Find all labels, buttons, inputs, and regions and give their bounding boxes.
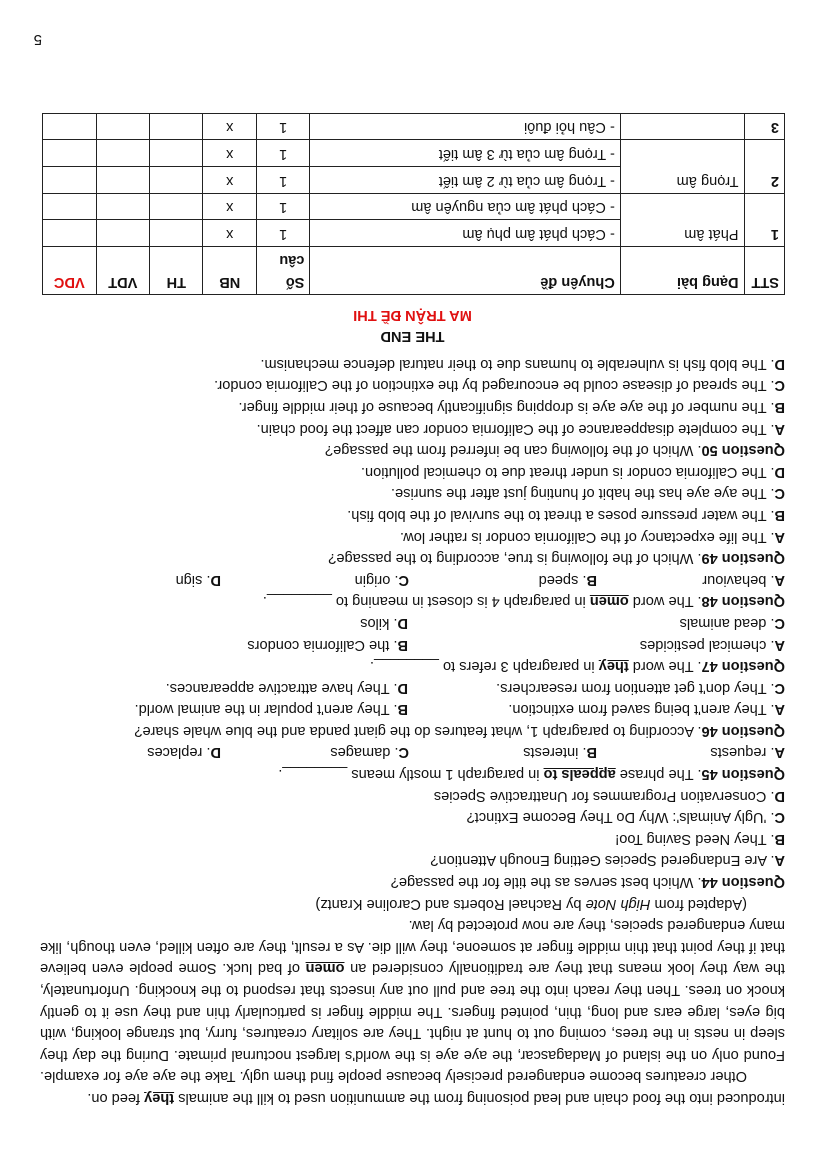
cell-vdc — [43, 113, 97, 140]
option-text: . 'Ugly Animals': Why Do They Become Extinct? — [466, 809, 775, 826]
cell-dang-bai — [620, 113, 744, 140]
cell-so-cau: 1 — [256, 193, 309, 220]
answer-option[interactable] — [221, 568, 409, 590]
option-letter: B — [586, 571, 597, 588]
answer-option[interactable] — [40, 417, 785, 439]
question-stem — [40, 719, 785, 741]
matrix-body — [43, 113, 785, 246]
answer-option[interactable] — [409, 741, 597, 763]
answer-option[interactable] — [40, 374, 785, 396]
matrix-row — [43, 113, 785, 140]
option-text: . origin — [354, 571, 399, 588]
cell-vdc — [43, 220, 97, 247]
matrix-header-row — [43, 246, 785, 294]
option-text: . chemical pesticides — [639, 636, 775, 653]
option-row — [40, 698, 785, 720]
option-text: . sign — [175, 571, 211, 588]
option-letter: D — [774, 787, 785, 804]
option-text: . They have attractive appearances. — [165, 679, 398, 696]
cell-dang-bai: Trọng âm — [620, 140, 744, 193]
option-letter: D — [774, 463, 785, 480]
header-nb: NB — [203, 246, 256, 294]
question-stem — [40, 439, 785, 461]
matrix-title: MA TRẬN ĐỀ THI — [353, 306, 472, 323]
answer-option[interactable] — [408, 676, 785, 698]
cell-th — [150, 167, 203, 194]
question-text-tail: in paragraph 4 is closest in meaning to ________. — [262, 593, 590, 610]
option-text: . The blob fish is vulnerable to humans due to their natural defence mechanism. — [260, 355, 775, 372]
answer-option[interactable] — [40, 395, 785, 417]
question-stem — [40, 763, 785, 785]
question-number: Question 49 — [701, 550, 785, 567]
page-content — [40, 113, 785, 1126]
option-letter: A — [774, 571, 785, 588]
option-letter: B — [397, 636, 408, 653]
option-text: . speed — [538, 571, 587, 588]
cell-vdt — [96, 167, 149, 194]
option-letter: A — [774, 528, 785, 545]
option-text: . requests — [710, 744, 775, 761]
cell-nb: x — [203, 220, 256, 247]
the-end-label: THE END — [380, 328, 445, 345]
option-text: . behaviour — [702, 571, 775, 588]
option-letter: D — [397, 614, 408, 631]
option-letter: C — [774, 485, 785, 502]
header-th: TH — [150, 246, 203, 294]
option-letter: B — [774, 830, 785, 847]
option-text: . Are Endangered Species Getting Enough Attention? — [430, 852, 775, 869]
matrix-row — [43, 220, 785, 247]
option-text: . damages — [330, 744, 399, 761]
cell-nb: x — [203, 113, 256, 140]
question-text: . Which best serves as the title for the passage? — [390, 874, 702, 891]
option-text: . interests — [523, 744, 587, 761]
question-stem — [40, 547, 785, 569]
question-text: . Which of the following can be inferred from the passage? — [325, 442, 702, 459]
question-stem — [40, 870, 785, 892]
cell-chuyen-de: - Cách phát âm phụ âm — [310, 220, 620, 247]
answer-option[interactable] — [40, 806, 785, 828]
answer-option[interactable] — [40, 784, 785, 806]
option-text: . replaces — [147, 744, 211, 761]
question-text: . The word — [628, 593, 702, 610]
option-letter: B — [586, 744, 597, 761]
cell-so-cau: 1 — [256, 220, 309, 247]
option-row — [40, 676, 785, 698]
option-text: . They Need Saving Too! — [615, 830, 775, 847]
exam-matrix-table — [42, 113, 785, 295]
answer-option[interactable] — [40, 525, 785, 547]
option-text: . kilos — [360, 614, 398, 631]
question-text: . Which of the following is true, according to the passage? — [328, 550, 702, 567]
cell-dang-bai: Phát âm — [620, 193, 744, 246]
cell-so-cau: 1 — [256, 113, 309, 140]
option-row — [40, 611, 785, 633]
cell-vdt — [96, 193, 149, 220]
answer-option[interactable] — [408, 611, 785, 633]
cell-nb: x — [203, 167, 256, 194]
option-row — [40, 568, 785, 590]
option-text: . The water pressure poses a threat to the survival of the blob fish. — [347, 506, 775, 523]
answer-option[interactable] — [409, 568, 597, 590]
cell-vdt — [96, 220, 149, 247]
question-number: Question 45 — [701, 766, 785, 783]
question-number: Question 50 — [701, 442, 785, 459]
page-number: 5 — [33, 31, 42, 48]
option-letter: B — [397, 701, 408, 718]
option-text: . The aye aye has the habit of hunting just after the sunrise. — [390, 485, 775, 502]
option-letter: A — [774, 701, 785, 718]
option-letter: B — [774, 399, 785, 415]
cell-th — [150, 193, 203, 220]
cell-stt: 1 — [744, 193, 784, 246]
option-text: . The number of the aye aye is dropping significantly because of their middle finger. — [238, 399, 775, 415]
answer-option[interactable] — [221, 741, 409, 763]
answer-option[interactable] — [597, 568, 785, 590]
option-letter: A — [774, 852, 785, 869]
option-letter: C — [398, 744, 409, 761]
answer-option[interactable] — [40, 503, 785, 525]
question-list — [40, 352, 785, 892]
option-text: . The life expectancy of the California condor is rather low. — [399, 528, 775, 545]
cell-chuyen-de: - Cách phát âm của nguyên âm — [310, 193, 620, 220]
option-letter: C — [398, 571, 409, 588]
option-text: . the California condors — [247, 636, 398, 653]
passage-source: (Adapted from High Note by Rachael Roberts and Caroline Krantz) — [315, 895, 747, 912]
option-letter: A — [774, 420, 785, 437]
question-number: Question 48 — [701, 593, 785, 610]
answer-option[interactable] — [40, 827, 785, 849]
cell-stt: 3 — [744, 113, 784, 140]
answer-option[interactable] — [408, 698, 785, 720]
answer-option[interactable] — [40, 482, 785, 504]
question-text-tail: in paragraph 3 refers to ________. — [369, 658, 599, 675]
answer-option[interactable] — [40, 352, 785, 374]
option-letter: C — [774, 679, 785, 696]
option-letter: A — [774, 744, 785, 761]
cell-th — [150, 220, 203, 247]
option-text: . They don't get attention from researchers. — [496, 679, 775, 696]
question-stem — [40, 655, 785, 677]
answer-option[interactable] — [597, 741, 785, 763]
option-letter: D — [210, 744, 221, 761]
answer-option[interactable] — [40, 460, 785, 482]
question-number: Question 46 — [701, 722, 785, 739]
option-text: . The complete disappearance of the California condor can affect the food chain. — [256, 420, 775, 437]
option-text: . Conservation Programmes for Unattractive Species — [433, 787, 775, 804]
answer-option[interactable] — [33, 741, 221, 763]
option-row — [40, 633, 785, 655]
answer-option[interactable] — [40, 849, 785, 871]
header-chuyen-de: Chuyên đề — [310, 246, 620, 294]
passage-continuation: introduced into the food chain and lead poisoning from the ammunition used to kill the animals they feed on. — [87, 1090, 785, 1106]
option-letter: D — [210, 571, 221, 588]
cell-nb: x — [203, 140, 256, 167]
option-letter: B — [774, 506, 785, 523]
cell-stt: 2 — [744, 140, 784, 193]
cell-th — [150, 113, 203, 140]
cell-vdc — [43, 167, 97, 194]
question-keyword: omen — [589, 593, 629, 610]
option-letter: C — [774, 809, 785, 826]
header-so-cau: Số câu — [256, 246, 309, 294]
cell-chuyen-de: - Trọng âm của từ 3 âm tiết — [310, 140, 620, 167]
option-letter: A — [774, 636, 785, 653]
header-vdt: VDT — [96, 246, 149, 294]
option-letter: C — [774, 377, 785, 394]
answer-option[interactable] — [135, 698, 408, 720]
option-letter: C — [774, 614, 785, 631]
option-row — [40, 741, 785, 763]
option-letter: D — [397, 679, 408, 696]
cell-vdt — [96, 113, 149, 140]
question-text: . According to paragraph 1, what features do the giant panda and the blue whale share? — [134, 722, 702, 739]
question-text-tail: in paragraph 1 mostly means ________. — [278, 766, 544, 783]
cell-so-cau: 1 — [256, 140, 309, 167]
option-letter: D — [774, 355, 785, 372]
cell-chuyen-de: - Trọng âm của từ 2 âm tiết — [310, 167, 620, 194]
cell-so-cau: 1 — [256, 167, 309, 194]
cell-nb: x — [203, 193, 256, 220]
question-keyword: they — [598, 658, 629, 675]
cell-vdc — [43, 140, 97, 167]
question-stem — [40, 590, 785, 612]
header-vdc: VDC — [43, 246, 97, 294]
option-text: . The spread of disease could be encouraged by the extinction of the California condor. — [214, 377, 775, 394]
option-text: . The California condor is under threat due to chemical pollution. — [360, 463, 775, 480]
answer-option[interactable] — [247, 633, 408, 655]
answer-option[interactable] — [33, 568, 221, 590]
option-text: . They aren't being saved from extinction. — [508, 701, 775, 718]
answer-option[interactable] — [408, 633, 785, 655]
question-keyword: appeals to — [543, 766, 616, 783]
answer-option[interactable] — [360, 611, 408, 633]
header-dang-bai: Dạng bài — [620, 246, 744, 294]
header-stt: STT — [744, 246, 784, 294]
matrix-row — [43, 167, 785, 194]
answer-option[interactable] — [166, 676, 408, 698]
question-number: Question 44 — [701, 874, 785, 891]
question-number: Question 47 — [701, 658, 785, 675]
cell-chuyen-de: - Câu hỏi đuôi — [310, 113, 620, 140]
option-text: . dead animals — [679, 614, 775, 631]
cell-vdc — [43, 193, 97, 220]
cell-vdt — [96, 140, 149, 167]
question-text: . The word — [628, 658, 702, 675]
passage-paragraph-4: Other creatures become endangered precisely because people find them ugly. Take the aye aye for example. Found only on the island of Madagascar, the aye aye is the world's largest nocturnal primate. During the day they sleep in nests in the trees, coming out to hunt at night. They are solitary creatures, furry, but strange looking, with big eyes, large ears and long, thin, pointed fingers. The middle finger is particularly thin and they use it to gently knock on trees. Then they reach into the tree and pull out any insects that respond to the knocking. Unfortunately, the way they look means that they are traditionally considered an omen of bad luck. Some people even believe that if they point that thin middle finger at someone, they will die. As a result, they are often killed, even though, like many endangered species, they are now protected by law. — [39, 917, 785, 1085]
option-text: . They aren't popular in the animal world. — [134, 701, 398, 718]
cell-th — [150, 140, 203, 167]
question-text: . The phrase — [615, 766, 702, 783]
